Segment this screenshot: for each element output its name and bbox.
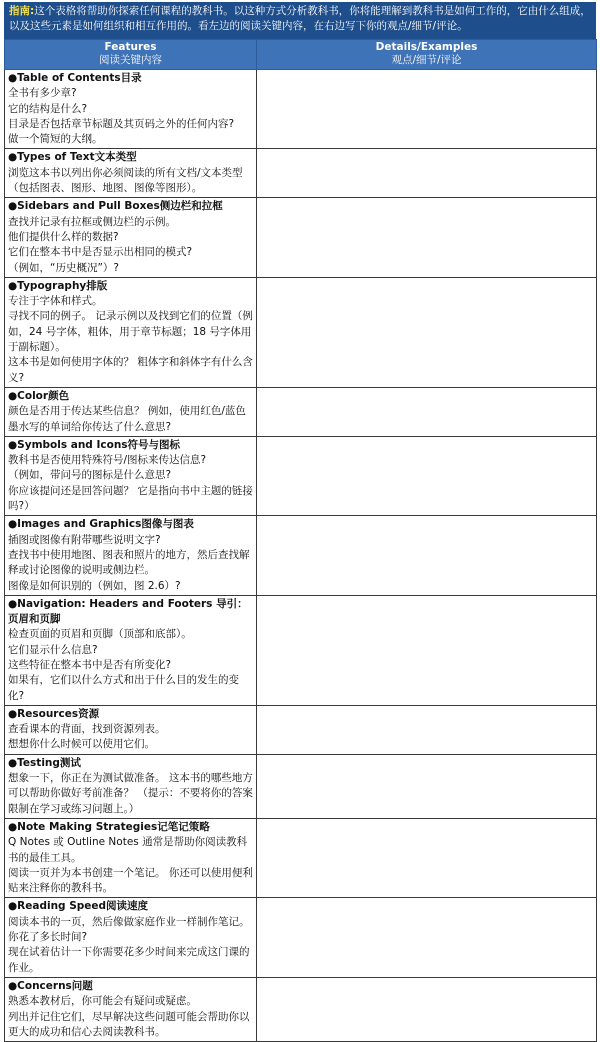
feature-cell — [5, 277, 257, 387]
table-row — [5, 818, 597, 897]
details-cell[interactable] — [257, 436, 597, 515]
feature-prompt: 它们显示什么信息? — [8, 643, 98, 656]
feature-prompt: 如果有，它们以什么方式和出于什么目的发生的变化? — [8, 674, 239, 702]
feature-prompt: 他们提供什么样的数据? — [8, 230, 119, 243]
feature-prompt: 做一个简短的大纲。 — [8, 133, 103, 146]
feature-cell — [5, 818, 257, 897]
details-cell[interactable] — [257, 149, 597, 198]
table-row — [5, 595, 597, 705]
details-cell[interactable] — [257, 198, 597, 277]
feature-cell — [5, 705, 257, 754]
features-header-label: Features — [104, 41, 157, 53]
table-row — [5, 436, 597, 515]
feature-prompt: 查找并记录有拉框或侧边栏的示例。 — [8, 215, 176, 228]
feature-title: ●Typography排版 — [8, 279, 108, 292]
details-cell[interactable] — [257, 277, 597, 387]
details-cell[interactable] — [257, 977, 597, 1041]
guide-lead: 指南: — [9, 5, 35, 17]
feature-cell — [5, 436, 257, 515]
feature-title: ●Reading Speed阅读速度 — [8, 900, 149, 913]
feature-prompt: 图像是如何识别的（例如，图 2.6）? — [8, 579, 181, 592]
feature-title: ●Navigation: Headers and Footers 导引：页眉和页脚 — [8, 597, 248, 626]
guide-banner — [4, 2, 596, 39]
feature-prompt: 现在试着估计一下你需要花多少时间来完成这门课的作业。 — [8, 946, 250, 974]
feature-title: ●Types of Text文本类型 — [8, 151, 137, 164]
feature-title: ●Table of Contents目录 — [8, 72, 142, 84]
table-row — [5, 705, 597, 754]
guide-text: 这个表格将帮助你探索任何课程的教科书。以这种方式分析教科书，你将能理解到教科书是如何工作的，它由什么组成，以及这些元素是如何组织和相互作用的。看左边的阅读关键内容，在右边写下你的观点/细节/评论。 — [9, 5, 591, 32]
textbook-analysis-table — [4, 39, 597, 1042]
feature-prompt: （例如，带问号的图标是什么意思? — [8, 469, 172, 482]
feature-prompt: 寻找不同的例子。 记录示例以及找到它们的位置（例如，24 号字体，粗体，用于章节标题；18 号字体用于副标题）。 — [8, 310, 253, 354]
feature-prompt: 它的结构是什么? — [8, 102, 88, 115]
feature-prompt: 查看课本的背面，找到资源列表。 — [8, 723, 166, 736]
feature-title: ●Sidebars and Pull Boxes侧边栏和拉框 — [8, 200, 223, 213]
feature-prompt: 颜色是否用于传达某些信息？ 例如，使用红色/蓝色墨水写的单词给你传达了什么意思? — [8, 405, 246, 433]
feature-prompt: Q Notes 或 Outline Notes 通常是帮助你阅读教科书的最佳工具。 — [8, 836, 248, 864]
feature-cell — [5, 898, 257, 977]
feature-title: ●Color颜色 — [8, 389, 70, 402]
feature-prompt: 专注于字体和样式。 — [8, 295, 103, 308]
details-cell[interactable] — [257, 387, 597, 436]
feature-title: ●Testing测试 — [8, 756, 81, 769]
feature-prompt: 阅读本书的一页，然后像做家庭作业一样制作笔记。 — [8, 915, 250, 928]
feature-prompt: 熟悉本教材后，你可能会有疑问或疑虑。 — [8, 995, 197, 1008]
feature-prompt: 插图或图像有附带哪些说明文字? — [8, 533, 161, 546]
table-row — [5, 977, 597, 1041]
feature-cell — [5, 595, 257, 705]
feature-prompt: 教科书是否使用特殊符号/图标来传达信息? — [8, 454, 207, 467]
details-cell[interactable] — [257, 898, 597, 977]
feature-prompt: 想想你什么时候可以使用它们。 — [8, 738, 155, 751]
feature-prompt: 它们在整本书中是否显示出相同的模式? — [8, 246, 193, 259]
feature-prompt: 列出并记住它们，尽早解决这些问题可能会帮助你以更大的成功和信心去阅读教科书。 — [8, 1010, 250, 1038]
table-row — [5, 898, 597, 977]
feature-cell — [5, 198, 257, 277]
feature-cell — [5, 516, 257, 595]
details-header-sub: 观点/细节/评论 — [391, 54, 462, 66]
feature-prompt: 目录是否包括章节标题及其页码之外的任何内容? — [8, 117, 235, 130]
table-row — [5, 277, 597, 387]
feature-title: ●Note Making Strategies记笔记策略 — [8, 820, 210, 833]
table-row — [5, 70, 597, 149]
feature-title: ●Resources资源 — [8, 707, 100, 720]
details-cell[interactable] — [257, 754, 597, 818]
details-cell[interactable] — [257, 818, 597, 897]
feature-prompt: 你应该提问还是回答问题？ 它是指向书中主题的链接吗?） — [8, 484, 253, 513]
feature-prompt: 你花了多长时间? — [8, 931, 88, 944]
table-row — [5, 387, 597, 436]
feature-prompt: 想象一下，你正在为测试做准备。 这本书的哪些地方可以帮助你做好考前准备？ （提示：不要将你的答案限制在学习或练习问题上。） — [8, 772, 253, 815]
feature-title: ●Concerns问题 — [8, 979, 93, 992]
feature-cell — [5, 387, 257, 436]
worksheet — [4, 2, 596, 1042]
feature-prompt: 这本书是如何使用字体的？ 粗体字和斜体字有什么含义? — [8, 356, 253, 384]
details-cell[interactable] — [257, 70, 597, 149]
feature-cell — [5, 754, 257, 818]
features-header-sub: 阅读关键内容 — [99, 54, 162, 66]
feature-cell — [5, 70, 257, 149]
feature-prompt: 这些特征在整本书中是否有所变化? — [8, 658, 172, 671]
feature-prompt: 阅读一页并为本书创建一个笔记。 你还可以使用便利贴来注释你的教科书。 — [8, 866, 253, 895]
feature-title: ●Images and Graphics图像与图表 — [8, 518, 194, 531]
feature-prompt: 全书有多少章? — [8, 87, 77, 100]
details-header — [257, 40, 597, 70]
feature-cell — [5, 149, 257, 198]
feature-prompt: （例如，“历史概况”）? — [8, 261, 119, 274]
table-header-row — [5, 40, 597, 70]
feature-prompt: 浏览这本书以列出你必须阅读的所有文档/文本类型（包括图表、图形、地图、图像等图形）。 — [8, 166, 243, 195]
details-header-label: Details/Examples — [375, 41, 478, 53]
details-cell[interactable] — [257, 516, 597, 595]
table-row — [5, 149, 597, 198]
feature-cell — [5, 977, 257, 1041]
table-row — [5, 516, 597, 595]
feature-title: ●Symbols and Icons符号与图标 — [8, 438, 181, 451]
details-cell[interactable] — [257, 705, 597, 754]
table-row — [5, 198, 597, 277]
features-header — [5, 40, 257, 70]
feature-prompt: 检查页面的页眉和页脚（顶部和底部）。 — [8, 628, 192, 641]
table-row — [5, 754, 597, 818]
feature-prompt: 查找书中使用地图、图表和照片的地方，然后查找解释或讨论图像的说明或侧边栏。 — [8, 548, 250, 577]
details-cell[interactable] — [257, 595, 597, 705]
